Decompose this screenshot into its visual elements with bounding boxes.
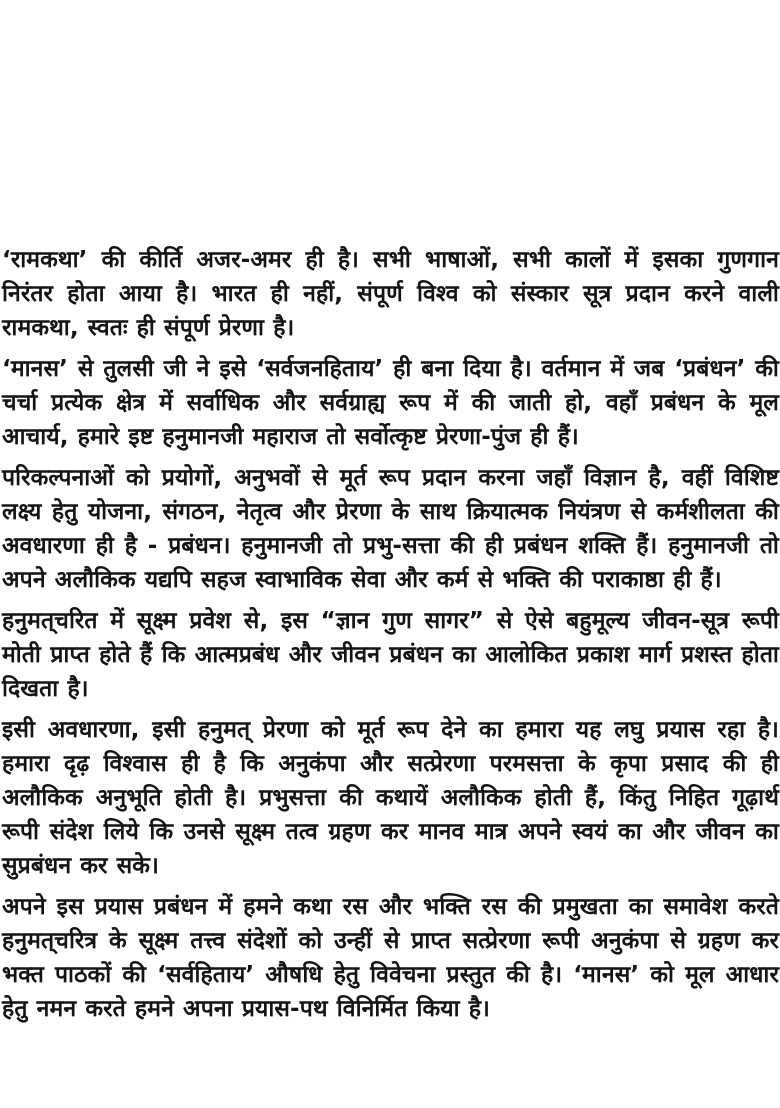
paragraph-manas-tulsi: ‘मानस’ से तुलसी जी ने इसे ‘सर्वजनहिताय’ ही बना दिया है। वर्तमान में जब ‘प्रबंधन’ की चर्चा प्रत्येक क्षेत्र में सर्वाधिक और सर्वग्राह्य रूप में की जाती हो, वहाँ प्रबंधन के मूल आचार्य, हमारे इष्ट हनुमानजी महाराज तो सर्वोत्कृष्ट प्रेरणा-पुंज ही हैं। [2, 356, 779, 450]
paragraph-isi-avdharana-prayas: इसी अवधारणा, इसी हनुमत्‌ प्रेरणा को मूर्त रूप देने का हमारा यह लघु प्रयास रहा है। हमारा दृढ़ विश्वास ही है कि अनुकंपा और सत्प्रेरणा परमसत्ता के कृपा प्रसाद की ही अलौकिक अनुभूति होती है। प्रभुसत्ता की कथायें अलौकिक होती हैं, किंतु निहित गूढ़ार्थ रूपी संदेश लिये कि उनसे सूक्ष्म तत्व ग्रहण कर मानव मात्र अपने स्वयं का और जीवन का सुप्रबंधन कर सके। [2, 717, 779, 879]
text-block [2, 243, 779, 1026]
paragraph-parikalpana-prabandhan: परिकल्पनाओं को प्रयोगों, अनुभवों से मूर्त रूप प्रदान करना जहाँ विज्ञान है, वहीं विशिष्ट लक्ष्य हेतु योजना, संगठन, नेतृत्व और प्रेरणा के साथ क्रियात्मक नियंत्रण से कर्मशीलता की अवधारणा ही है - प्रबंधन। हनुमानजी तो प्रभु-सत्ता की ही प्रबंधन शक्ति हैं। हनुमानजी तो अपने अलौकिक यद्यपि सहज स्वाभाविक सेवा और कर्म से भक्ति की पराकाष्ठा ही हैं। [2, 465, 779, 593]
paragraph-apne-prayas-prabandhan: अपने इस प्रयास प्रबंधन में हमने कथा रस और भक्ति रस की प्रमुखता का समावेश करते हनुमत्‌चरित्र के सूक्ष्म तत्त्व संदेशों को उन्हीं से प्राप्त सत्प्रेरणा रूपी अनुकंपा से ग्रहण कर भक्त पाठकों की ‘सर्वहिताय’ औषधि हेतु विवेचना प्रस्तुत की है। ‘मानस’ को मूल आधार हेतु नमन करते हमने अपना प्रयास-पथ विनिर्मित किया है। [2, 894, 779, 1022]
paragraph-hanumatcharit-gyan-gun-sagar: हनुमत्‌चरित में सूक्ष्म प्रवेश से, इस “ज्ञान गुण सागर” से ऐसे बहुमूल्य जीवन-सूत्र रूपी मोती प्राप्त होते हैं कि आत्मप्रबंध और जीवन प्रबंधन का आलोकित प्रकाश मार्ग प्रशस्त होता दिखता है। [2, 608, 779, 702]
paragraph-ramkatha-kirti: ‘रामकथा’ की कीर्ति अजर-अमर ही है। सभी भाषाओं, सभी कालों में इसका गुणगान निरंतर होता आया है। भारत ही नहीं, संपूर्ण विश्व को संस्कार सूत्र प्रदान करने वाली रामकथा, स्वतः ही संपूर्ण प्रेरणा है। [2, 247, 779, 341]
